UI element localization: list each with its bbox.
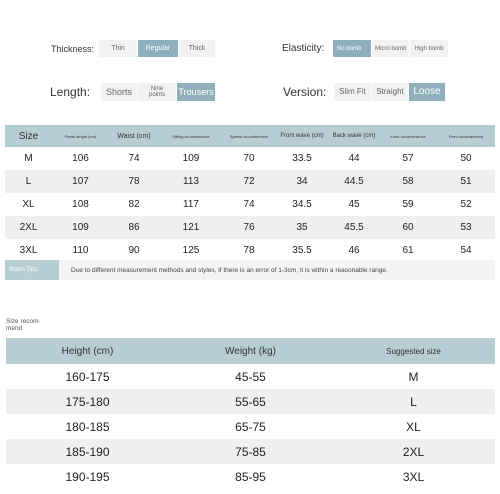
height-cell: 160-175	[65, 369, 110, 384]
pants-length-cell: 109	[52, 216, 109, 239]
table-row	[6, 364, 495, 389]
height-cell: 175-180	[6, 389, 169, 414]
length-selector	[50, 83, 216, 101]
size-cell: 2XL	[5, 216, 52, 239]
feet-circumference-cell: 50	[460, 153, 472, 164]
feet-circumference-cell: 53	[437, 216, 495, 239]
header-suggested-size: Suggested size	[332, 338, 495, 364]
pants-length-cell: 108	[72, 199, 89, 210]
elasticity-option-no-bomb[interactable]: No bomb	[333, 40, 371, 57]
spleen-circumference-cell: 78	[243, 245, 255, 256]
header-back-wave: Back wave (cm)	[329, 125, 379, 147]
height-cell: 180-185	[65, 419, 110, 434]
front-wave-cell: 34.5	[292, 199, 312, 210]
header-sitting-circumference: Sitting circumference	[159, 125, 223, 147]
weight-cell: 85-95	[235, 469, 266, 484]
table-row	[6, 389, 495, 414]
warm-tips-text: Due to different measurement methods and styles, if there is an error of 1-3cm, it is within a reasonable range.	[71, 266, 388, 274]
warm-tips-bar	[5, 260, 495, 280]
header-spleen-circumference: Spleen circumference	[223, 125, 275, 147]
version-selector	[283, 83, 446, 101]
thickness-selector	[51, 40, 216, 57]
header-knee-circumference: Knee circumference	[379, 125, 437, 147]
front-wave-cell: 35.5	[292, 245, 312, 256]
suggested-size-cell: 2XL	[332, 439, 495, 464]
warm-tips-label: Warm Tips	[5, 260, 59, 280]
table-row	[5, 193, 495, 216]
spleen-circumference-cell: 76	[223, 216, 275, 239]
size-cell: XL	[22, 199, 35, 210]
header-height: Height (cm)	[6, 338, 169, 364]
knee-circumference-cell: 59	[402, 199, 414, 210]
waist-cell: 74	[128, 153, 140, 164]
table-row	[5, 239, 495, 262]
sitting-circumference-cell: 109	[182, 153, 200, 164]
waist-cell: 90	[128, 245, 140, 256]
feet-circumference-cell: 54	[460, 245, 472, 256]
header-front-wave: Front wave (cm)	[275, 125, 329, 147]
back-wave-cell: 45.5	[329, 216, 379, 239]
pants-length-cell: 110	[72, 245, 89, 256]
spleen-circumference-cell: 70	[243, 153, 255, 164]
elasticity-label: Elasticity:	[282, 43, 325, 54]
thickness-option-thin[interactable]: Thin	[99, 40, 137, 57]
header-feet-circumference: Feet circumference	[437, 125, 495, 147]
back-wave-cell: 44	[348, 153, 360, 164]
measurement-table	[5, 125, 495, 262]
thickness-option-regular[interactable]: Regular	[138, 40, 178, 57]
height-cell: 190-195	[65, 469, 110, 484]
suggested-size-cell: 3XL	[402, 469, 425, 484]
spleen-circumference-cell: 72	[223, 170, 275, 193]
back-wave-cell: 44.5	[329, 170, 379, 193]
sitting-circumference-cell: 117	[183, 199, 199, 210]
table-row	[6, 414, 495, 439]
elasticity-selector	[282, 40, 449, 57]
elasticity-option-micro-bomb[interactable]: Micro bomb	[372, 40, 409, 57]
weight-cell: 45-55	[235, 369, 266, 384]
version-option-slim-fit[interactable]: Slim Fit	[334, 83, 371, 101]
size-recommend-table	[6, 338, 495, 489]
length-option-trousers[interactable]: Trousers	[177, 83, 215, 101]
waist-cell: 82	[128, 199, 140, 210]
size-recommend-header-row	[6, 338, 495, 364]
version-label: Version:	[283, 85, 327, 99]
suggested-size-cell: M	[408, 369, 419, 384]
suggested-size-cell: XL	[406, 419, 421, 434]
size-recommend-title: Size recom-mend	[6, 318, 41, 333]
weight-cell: 75-85	[169, 439, 332, 464]
sitting-circumference-cell: 125	[182, 245, 200, 256]
knee-circumference-cell: 61	[402, 245, 414, 256]
sitting-circumference-cell: 113	[159, 170, 223, 193]
length-label: Length:	[50, 85, 91, 99]
length-option-shorts[interactable]: Shorts	[101, 83, 137, 101]
table-row	[6, 464, 495, 489]
spleen-circumference-cell: 74	[243, 199, 255, 210]
size-cell: M	[24, 153, 33, 164]
knee-circumference-cell: 57	[402, 153, 414, 164]
version-option-straight[interactable]: Straight	[372, 83, 408, 101]
size-cell: L	[5, 170, 52, 193]
height-cell: 185-190	[6, 439, 169, 464]
back-wave-cell: 45	[348, 199, 360, 210]
thickness-label: Thickness:	[51, 43, 95, 54]
suggested-size-cell: L	[332, 389, 495, 414]
feet-circumference-cell: 51	[437, 170, 495, 193]
weight-cell: 65-75	[235, 419, 266, 434]
thickness-option-thick[interactable]: Thick	[179, 40, 215, 57]
pants-length-cell: 106	[72, 153, 89, 164]
weight-cell: 55-65	[169, 389, 332, 414]
header-weight: Weight (kg)	[169, 338, 332, 364]
knee-circumference-cell: 60	[379, 216, 437, 239]
front-wave-cell: 34	[275, 170, 329, 193]
sitting-circumference-cell: 121	[159, 216, 223, 239]
table-row	[5, 147, 495, 170]
elasticity-option-high-bomb[interactable]: High bomb	[410, 40, 448, 57]
front-wave-cell: 35	[275, 216, 329, 239]
feet-circumference-cell: 52	[460, 199, 472, 210]
measurement-header-row	[5, 125, 495, 147]
knee-circumference-cell: 58	[379, 170, 437, 193]
table-row	[5, 170, 495, 193]
size-cell: 3XL	[19, 245, 38, 256]
waist-cell: 78	[109, 170, 159, 193]
header-waist: Waist (cm)	[109, 125, 159, 147]
table-row	[6, 439, 495, 464]
version-option-loose[interactable]: Loose	[409, 83, 445, 101]
length-option-nine-points[interactable]: Nine points	[138, 83, 176, 101]
header-pants-length: Pants length (cm)	[52, 125, 109, 147]
front-wave-cell: 33.5	[292, 153, 312, 164]
back-wave-cell: 46	[348, 245, 360, 256]
waist-cell: 86	[109, 216, 159, 239]
header-size: Size	[5, 125, 52, 147]
pants-length-cell: 107	[52, 170, 109, 193]
table-row	[5, 216, 495, 239]
